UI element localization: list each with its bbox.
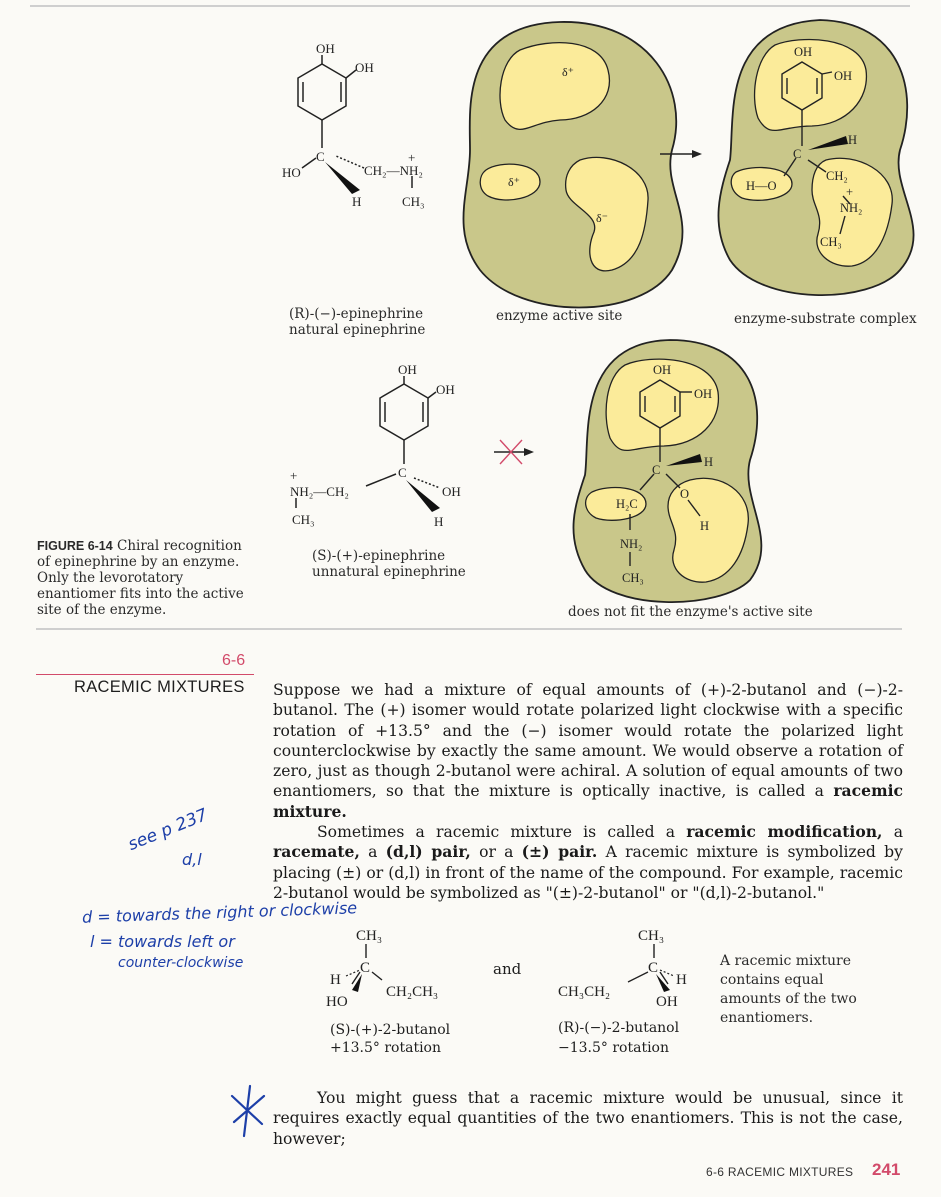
atom-ch3: CH₃ (356, 928, 383, 944)
atom-c: C (793, 147, 802, 161)
atom-ch3: CH₃ (292, 512, 315, 527)
term-pm-pair: (±) pair. (521, 842, 598, 862)
charge-plus: + (290, 468, 298, 483)
atom-oh: OH (794, 45, 813, 59)
handwritten-note-counter: counter-clockwise (118, 955, 244, 971)
section-rule (36, 674, 254, 675)
atom-ch3: CH₃ (820, 235, 842, 249)
atom-oh: OH (834, 69, 853, 83)
atom-ch3: CH₃ (622, 571, 644, 585)
and-label: and (493, 960, 522, 978)
section-title: RACEMIC MIXTURES (74, 678, 245, 696)
charge-plus: + (846, 185, 854, 199)
atom-oh: OH (398, 362, 417, 377)
unnatural-epinephrine-subtitle: unnatural epinephrine (312, 564, 466, 580)
handwritten-note-d: d = towards the right or clockwise (81, 898, 358, 927)
atom-ch2ch3: CH₂CH₃ (386, 984, 439, 1000)
atom-oh: OH (436, 382, 455, 397)
atom-c: C (652, 463, 661, 477)
handwritten-note-see-page: see p 237 (125, 805, 211, 855)
atom-ch3: CH₃ (638, 928, 665, 944)
enzyme-substrate-complex (718, 20, 913, 295)
atom-h: H (676, 972, 687, 988)
atom-h: H (848, 133, 858, 147)
active-site-label: enzyme active site (496, 308, 623, 324)
paragraph-2-text: A racemic mixture is symbolized by placing (±) or (d,l) in front of the name of the compound. For example, racemic 2-butanol would be symbolized as "(±)-2-butanol" or "(d,l)-2-butanol." (273, 843, 903, 902)
paragraph-2-text: a (368, 843, 378, 862)
atom-ho: HO (326, 994, 348, 1010)
paragraph-3 (273, 1088, 903, 1149)
natural-epinephrine-subtitle: natural epinephrine (289, 322, 426, 338)
complex-label: enzyme-substrate complex (734, 311, 917, 327)
atom-oh: OH (653, 363, 672, 377)
term-racemate: racemate, (273, 842, 360, 862)
r-butanol-rotation: −13.5° rotation (558, 1040, 669, 1056)
running-head: 6-6 RACEMIC MIXTURES (706, 1165, 854, 1179)
figure-caption-text: Chiral recognition of epinephrine by an enzyme. Only the levorotatory enantiomer fits into the active site of the enzyme. (37, 538, 244, 618)
paragraph-2-text: a (893, 823, 903, 842)
handwritten-note-dl: d,l (182, 850, 202, 869)
paragraph-2-text: or a (479, 843, 514, 862)
atom-ch2: CH₂ (826, 169, 848, 183)
s-butanol-rotation: +13.5° rotation (330, 1040, 441, 1056)
figure-bottom-rule (36, 628, 902, 630)
atom-h: H (704, 455, 714, 469)
atom-oh: OH (442, 484, 461, 499)
atom-ho: HO (282, 165, 301, 180)
charge-plus: + (408, 150, 416, 165)
atom-ch3: CH₃ (402, 194, 425, 209)
atom-nh2ch2: NH₂—CH₂ (290, 484, 349, 499)
no-fit-label: does not fit the enzyme's active site (568, 604, 813, 620)
wedge-bond (406, 480, 440, 512)
atom-h2c: H₂C (616, 497, 638, 511)
wedge-bond (325, 162, 360, 194)
paragraph-1-text: Suppose we had a mixture of equal amounts of (+)-2-butanol and (−)-2-butanol. The (+) isomer would rotate polarized light clockwise with a specific rotation of +13.5° and the (−) isomer would rotate the polarized light counterclockwise by exactly the same amount. We would observe a rotation of zero, just as though 2-butanol were achiral. A solution of equal amounts of two enantiomers, so that the mixture is optically inactive, is called a (273, 681, 903, 801)
atom-h: H (434, 514, 444, 529)
delta-minus-label: δ⁻ (596, 211, 608, 225)
page-number: 241 (872, 1160, 901, 1179)
paragraph-3-text: You might guess that a racemic mixture would be unusual, since it requires exactly equal quantities of the two enantiomers. This is not the case, however; (273, 1089, 903, 1148)
non-fitting-complex (573, 340, 761, 602)
blocked-reaction-arrow (494, 440, 534, 464)
s-butanol-name: (S)-(+)-2-butanol (330, 1022, 451, 1038)
atom-o: O (680, 487, 690, 501)
term-dl-pair: (d,l) pair, (385, 842, 471, 862)
atom-nh2: NH₂ (840, 201, 863, 215)
handwritten-asterisk-icon (226, 1082, 270, 1140)
atom-oh: OH (355, 60, 374, 75)
atom-ch3ch2: CH₃CH₂ (558, 984, 611, 1000)
atom-c: C (360, 960, 371, 976)
atom-ch2nh2: CH₂—NH₂ (364, 163, 423, 178)
atom-h-o: H—O (746, 179, 777, 193)
side-note: A racemic mixture contains equal amounts of the two enantiomers. (720, 953, 857, 1026)
paragraph-1 (273, 680, 903, 903)
natural-epinephrine-name: (R)-(−)-epinephrine (289, 306, 424, 322)
atom-nh2: NH₂ (620, 537, 643, 551)
delta-plus-label: δ⁺ (562, 65, 574, 79)
atom-oh: OH (656, 994, 678, 1010)
paragraph-2-text: Sometimes a racemic mixture is called a (317, 823, 676, 842)
atom-h: H (700, 519, 710, 533)
r-butanol-name: (R)-(−)-2-butanol (558, 1020, 680, 1036)
atom-h: H (352, 194, 362, 209)
handwritten-note-l: l = towards left or (90, 932, 235, 951)
atom-c: C (316, 149, 325, 164)
unnatural-epinephrine-name: (S)-(+)-epinephrine (312, 548, 446, 564)
section-number: 6-6 (222, 652, 246, 669)
term-racemic-modification: racemic modification, (686, 822, 883, 842)
atom-oh: OH (316, 41, 335, 56)
delta-plus-label: δ⁺ (508, 175, 520, 189)
term-racemic-mixture: racemic mixture. (273, 781, 903, 821)
atom-oh: OH (694, 387, 713, 401)
figure-label: FIGURE 6-14 (37, 539, 113, 553)
atom-c: C (398, 465, 407, 480)
atom-h: H (330, 972, 341, 988)
atom-c: C (648, 960, 659, 976)
figure-caption (37, 538, 252, 618)
